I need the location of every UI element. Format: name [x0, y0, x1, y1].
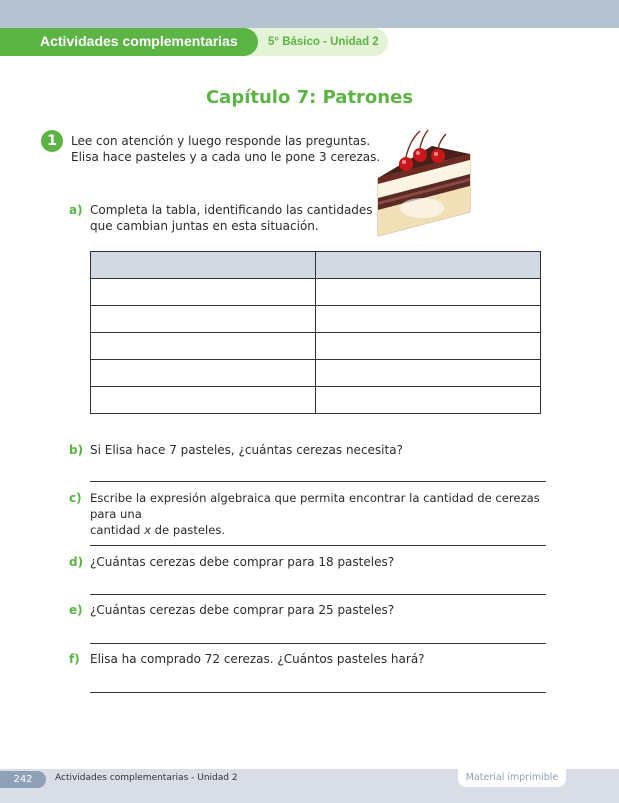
- table-row: [91, 360, 541, 387]
- table-cell[interactable]: [316, 306, 541, 333]
- table-row: [91, 306, 541, 333]
- cherry-shine: [402, 160, 406, 164]
- table-row: [91, 387, 541, 414]
- item-a-text: [90, 202, 550, 234]
- table-header-cell[interactable]: [316, 252, 541, 279]
- table-cell[interactable]: [316, 333, 541, 360]
- item-e-text: ¿Cuántas cerezas debe comprar para 25 pasteles?: [90, 603, 395, 617]
- answer-line-d[interactable]: [90, 594, 546, 595]
- table-cell[interactable]: [91, 279, 316, 306]
- item-letter-f: f): [69, 652, 80, 666]
- intro-line: Lee con atención y luego responde las preguntas.: [71, 134, 371, 148]
- answer-line-c[interactable]: [90, 545, 546, 546]
- table-header-row: [91, 252, 541, 279]
- item-letter-d: d): [69, 555, 84, 569]
- cherry-stem: [420, 130, 428, 148]
- item-c-line: cantidad x de pasteles.: [90, 523, 226, 537]
- item-letter-b: b): [69, 443, 84, 457]
- item-letter-c: c): [69, 491, 82, 505]
- item-letter-a: a): [69, 203, 83, 217]
- variable-x: x: [144, 523, 151, 537]
- top-band: [0, 0, 619, 28]
- table-cell[interactable]: [91, 360, 316, 387]
- table-cell[interactable]: [91, 387, 316, 414]
- page-number: 242: [0, 771, 46, 788]
- item-f-text: Elisa ha comprado 72 cerezas. ¿Cuántos pasteles hará?: [90, 652, 425, 666]
- item-a-line: Completa la tabla, identificando las cantidades: [90, 203, 373, 217]
- cherry-icon: [413, 148, 427, 162]
- item-letter-e: e): [69, 603, 83, 617]
- printable-material-badge: Material imprimible: [458, 769, 566, 787]
- cherry-shine: [434, 152, 438, 156]
- answer-line-f[interactable]: [90, 692, 546, 693]
- item-c-text: [90, 490, 550, 538]
- cherry-shine: [416, 151, 420, 155]
- question-intro: [71, 133, 380, 165]
- chapter-title: Capítulo 7: Patrones: [205, 87, 414, 108]
- footer-text: Actividades complementarias - Unidad 2: [55, 773, 238, 783]
- item-d-text: ¿Cuántas cerezas debe comprar para 18 pasteles?: [90, 555, 395, 569]
- table-row: [91, 279, 541, 306]
- table-cell[interactable]: [316, 360, 541, 387]
- table-cell[interactable]: [316, 279, 541, 306]
- section-label: Actividades complementarias: [40, 33, 238, 49]
- answer-table: [90, 251, 541, 414]
- item-c-line: Escribe la expresión algebraica que permita encontrar la cantidad de cerezas para una: [90, 491, 540, 521]
- table-header-cell[interactable]: [91, 252, 316, 279]
- course-label: 5° Básico - Unidad 2: [268, 36, 379, 48]
- table-cell[interactable]: [316, 387, 541, 414]
- cherry-icon: [399, 157, 413, 171]
- answer-line-e[interactable]: [90, 643, 546, 644]
- cherry-stem: [438, 134, 446, 149]
- question-number-badge: 1: [41, 130, 63, 152]
- item-b-text: Si Elisa hace 7 pasteles, ¿cuántas cerezas necesita?: [90, 443, 403, 457]
- item-a-line: que cambian juntas en esta situación.: [90, 219, 319, 233]
- answer-line-b[interactable]: [90, 481, 546, 482]
- table-cell[interactable]: [91, 333, 316, 360]
- section-header: [0, 28, 390, 56]
- table-row: [91, 333, 541, 360]
- intro-line: Elisa hace pasteles y a cada uno le pone 3 cerezas.: [71, 150, 381, 164]
- cherry-icon: [431, 149, 445, 163]
- table-cell[interactable]: [91, 306, 316, 333]
